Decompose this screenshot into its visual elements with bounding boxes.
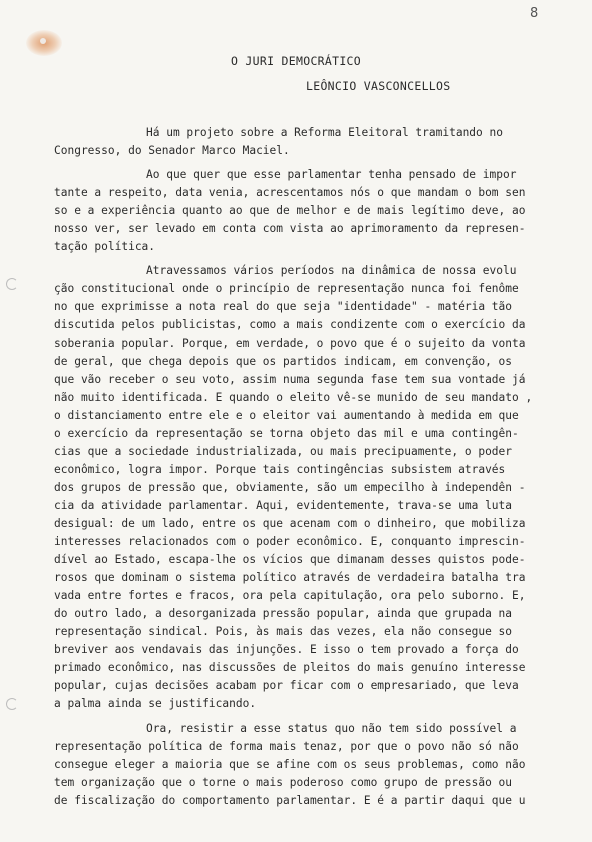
text-line: tem organização que o torne o mais poderoso como grupo de pressão ou	[54, 775, 513, 789]
text-line: so e a experiência quanto ao que de melhor e de mais legítimo deve, ao	[54, 204, 526, 218]
text-line: econômico, logra impor. Porque tais contingências subsistem através	[54, 462, 506, 476]
text-line: nosso ver, ser levado em conta com vista ao aprimoramento da represen-	[54, 222, 526, 236]
text-line: dível ao Estado, escapa-lhe os vícios que dimanam desses quistos pode-	[54, 553, 526, 567]
text-line: Congresso, do Senador Marco Maciel.	[54, 144, 290, 158]
punch-hole-mark	[6, 278, 18, 290]
stain-mark	[26, 30, 62, 56]
text-line: do outro lado, a desorganizada pressão popular, ainda que grupada na	[54, 607, 513, 621]
text-line: popular, cujas decisões acabam por ficar com o empresariado, que leva	[54, 679, 519, 693]
text-line: discutida pelos publicistas, como a mais condizente com o exercício da	[54, 318, 526, 332]
text-line: representação política de forma mais tenaz, por que o povo não só não	[54, 739, 519, 753]
page-mark: 8	[530, 6, 539, 21]
text-line: vada entre fortes e fracos, ora pela capitulação, ora pelo suborno. E,	[54, 589, 526, 603]
text-line: tação política.	[54, 240, 156, 254]
paragraph	[54, 124, 564, 160]
paragraph	[54, 166, 564, 256]
text-line: no que exprimisse a nota real do que seja "identidade" - matéria tão	[54, 300, 513, 314]
text-line: breviver aos vendavais das injunções. E isso o tem provado a força do	[54, 643, 519, 657]
text-line: tante a respeito, data venia, acrescentamos nós o que mandam o bom sen	[54, 186, 526, 200]
text-line: representação sindical. Pois, às mais das vezes, ela não consegue so	[54, 625, 513, 639]
paragraph	[54, 720, 564, 810]
text-line: não muito identificada. E quando o eleito vê-se munido de seu mandato ,	[54, 390, 533, 404]
text-line: rosos que dominam o sistema político através de verdadeira batalha tra	[54, 571, 526, 585]
punch-hole-mark	[6, 698, 18, 710]
text-line: Há um projeto sobre a Reforma Eleitoral tramitando no	[146, 126, 503, 139]
text-line: cias que a sociedade industrializada, ou mais precipuamente, o poder	[54, 444, 513, 458]
text-line: desigual: de um lado, entre os que acenam com o dinheiro, que mobiliza	[54, 516, 526, 530]
text-line: interesses relacionados com o poder econômico. E, conquanto imprescin-	[54, 535, 526, 549]
text-line: a palma ainda se justificando.	[54, 697, 257, 711]
text-line: soberania popular. Porque, em verdade, o povo que é o sujeito da vonta	[54, 336, 526, 350]
text-line: cia da atividade parlamentar. Aqui, evidentemente, trava-se uma luta	[54, 498, 513, 512]
text-line: dos grupos de pressão que, obviamente, são um empecilho à independên -	[54, 480, 526, 494]
document-author: LEÔNCIO VASCONCELLOS	[306, 79, 451, 93]
text-line: que vão receber o seu voto, assim numa segunda fase tem sua vontade já	[54, 372, 526, 386]
text-line: Atravessamos vários períodos na dinâmica de nossa evolu	[146, 264, 517, 278]
text-line: o distanciamento entre ele e o eleitor vai aumentando à medida em que	[54, 408, 519, 422]
text-line: de geral, que chega depois que os partidos indicam, em convenção, os	[54, 354, 513, 368]
text-line: consegue eleger a maioria que se afine com os seus problemas, como não	[54, 757, 526, 771]
stain-spot	[40, 38, 46, 44]
text-line: primado econômico, nas discussões de pleitos do mais genuíno interesse	[54, 661, 526, 675]
text-line: ção constitucional onde o princípio de representação nunca foi fenôme	[54, 282, 519, 296]
text-line: Ao que quer que esse parlamentar tenha pensado de impor	[146, 168, 517, 182]
document-body	[54, 124, 564, 810]
text-line: Ora, resistir a esse status quo não tem sido possível a	[146, 721, 517, 735]
document-title: O JURI DEMOCRÁTICO	[230, 54, 362, 68]
text-line: de fiscalização do comportamento parlamentar. E é a partir daqui que u	[54, 793, 526, 807]
text-line: o exercício da representação se torna objeto das mil e uma contingên-	[54, 426, 519, 440]
paragraph	[54, 262, 564, 713]
